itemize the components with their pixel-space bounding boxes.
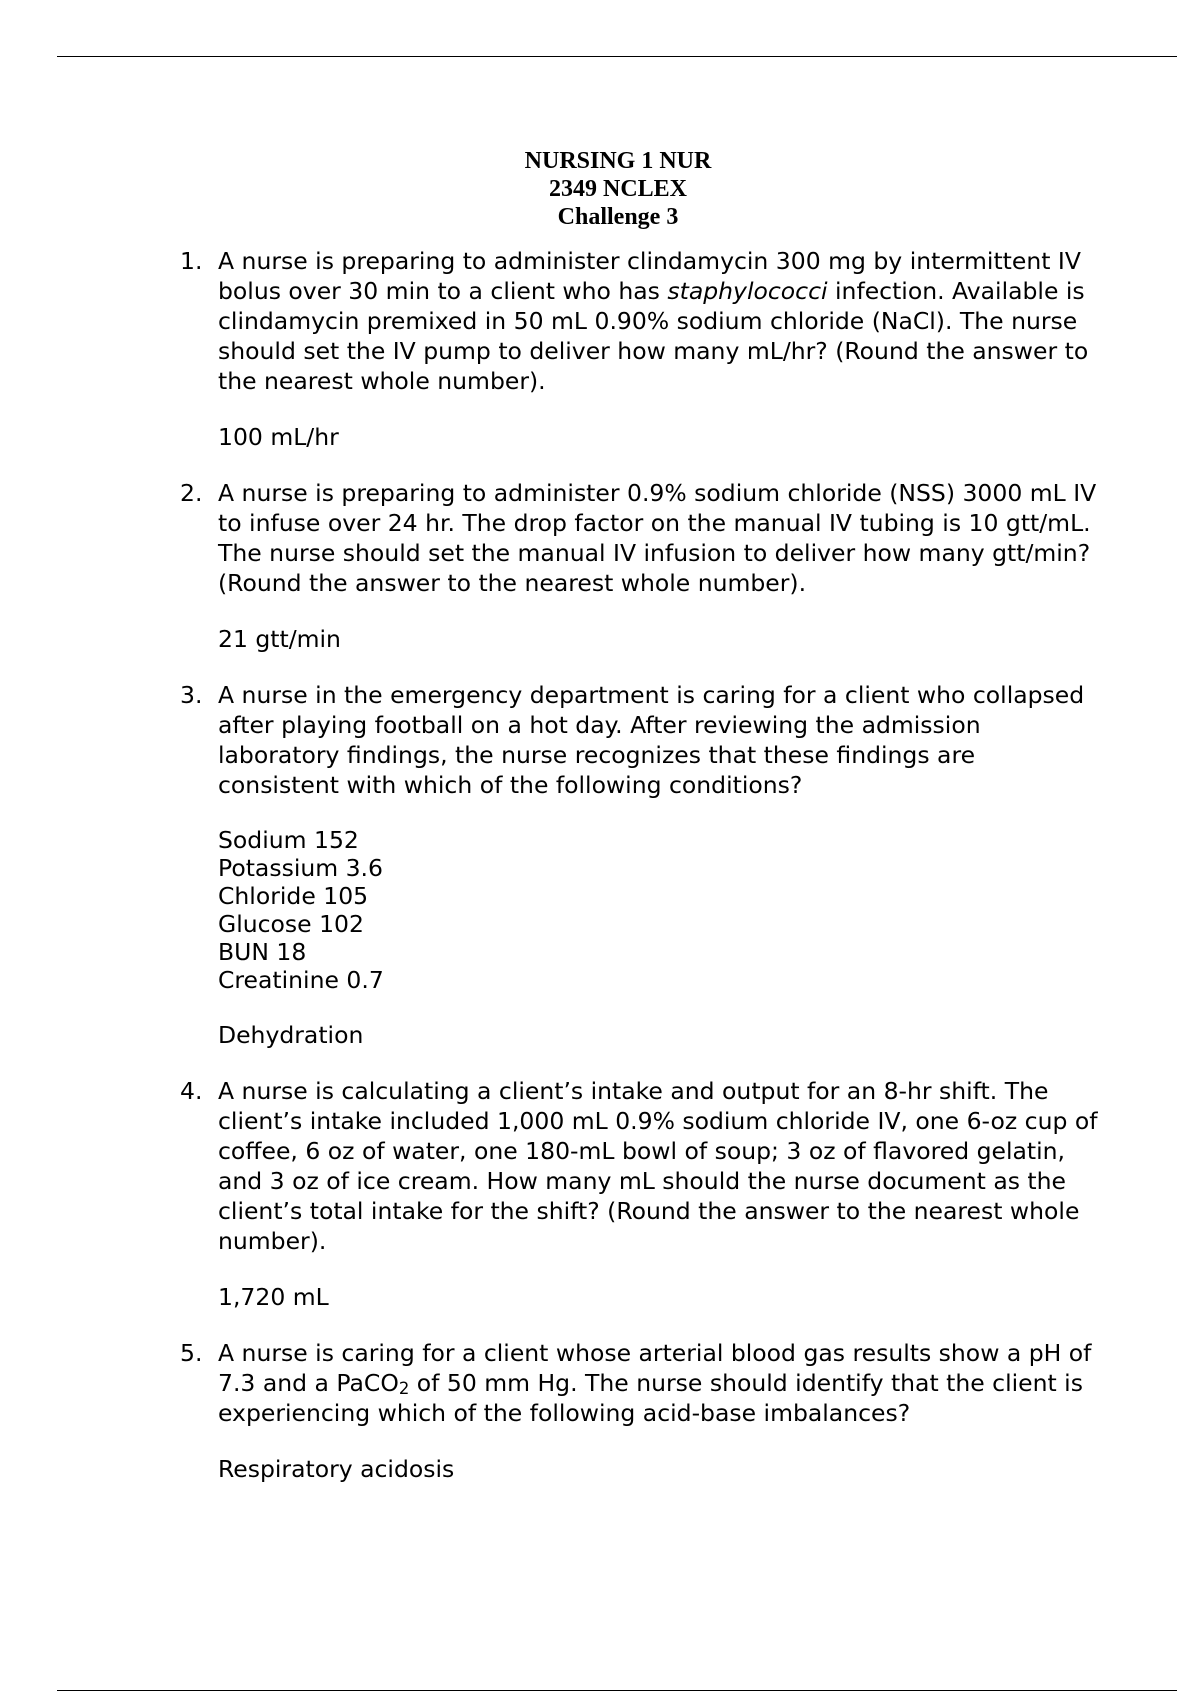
top-divider [57, 56, 1177, 57]
question-number: 5. [180, 1339, 203, 1367]
question-item [180, 1338, 1100, 1484]
lab-value: Creatinine 0.7 [218, 966, 384, 994]
title-line-2: 2349 NCLEX [548, 176, 687, 202]
question-number: 2. [180, 479, 203, 507]
question-item [180, 680, 1100, 1050]
question-number: 4. [180, 1077, 203, 1105]
document-title [0, 147, 1200, 231]
question-answer: 100 mL/hr [218, 423, 339, 451]
lab-value: Sodium 152 [218, 826, 359, 854]
title-line-1: NURSING 1 NUR [524, 148, 712, 174]
bottom-divider [57, 1690, 1177, 1691]
question-text: A nurse is preparing to administer 0.9% sodium chloride (NSS) 3000 mL IV to infuse over 24 hr. The drop factor on the manual IV tubing is 10 gtt/mL. The nurse should set the manual IV infusion to deliver how many gtt/min? (Round the answer to the nearest whole number). [218, 479, 1097, 597]
question-item [180, 478, 1100, 654]
question-item [180, 1076, 1100, 1312]
subscript: 2 [398, 1379, 410, 1398]
lab-value: BUN 18 [218, 938, 307, 966]
question-number: 3. [180, 681, 203, 709]
italic-term: staphylococci [667, 277, 828, 305]
question-text: A nurse is caring for a client whose arterial blood gas results show a pH of 7.3 and a PaCO$_2$ of 50 mm Hg. The nurse should identify that the client is experiencing which of the following acid-base imbalances? [218, 1339, 1092, 1427]
lab-value: Potassium 3.6 [218, 854, 383, 882]
question-answer: 21 gtt/min [218, 625, 341, 653]
question-answer: Dehydration [218, 1021, 364, 1049]
question-item [180, 246, 1100, 452]
question-answer: Respiratory acidosis [218, 1455, 455, 1483]
question-text: A nurse is calculating a client’s intake and output for an 8-hr shift. The client’s intake included 1,000 mL 0.9% sodium chloride IV, one 6-oz cup of coffee, 6 oz of water, one 180-mL bowl of soup; 3 oz of flavored gelatin, and 3 oz of ice cream. How many mL should the nurse document as the client’s total intake for the shift? (Round the answer to the nearest whole number). [218, 1077, 1098, 1255]
title-line-3: Challenge 3 [557, 204, 679, 230]
question-text: A nurse is preparing to administer clindamycin 300 mg by intermittent IV bolus over 30 min to a client who has staphylococci infection. Available is clindamycin premixed in 50 mL 0.90% sodium chloride (NaCl). The nurse should set the IV pump to deliver how many mL/hr? (Round the answer to the nearest whole number). [218, 247, 1089, 395]
lab-value: Chloride 105 [218, 882, 369, 910]
question-number: 1. [180, 247, 203, 275]
question-answer: 1,720 mL [218, 1283, 329, 1311]
question-list [180, 246, 1100, 1510]
lab-results-list [218, 826, 1100, 994]
lab-value: Glucose 102 [218, 910, 364, 938]
question-text: A nurse in the emergency department is caring for a client who collapsed after playing football on a hot day. After reviewing the admission laboratory findings, the nurse recognizes that these findings are consistent with which of the following conditions? [218, 681, 1085, 799]
